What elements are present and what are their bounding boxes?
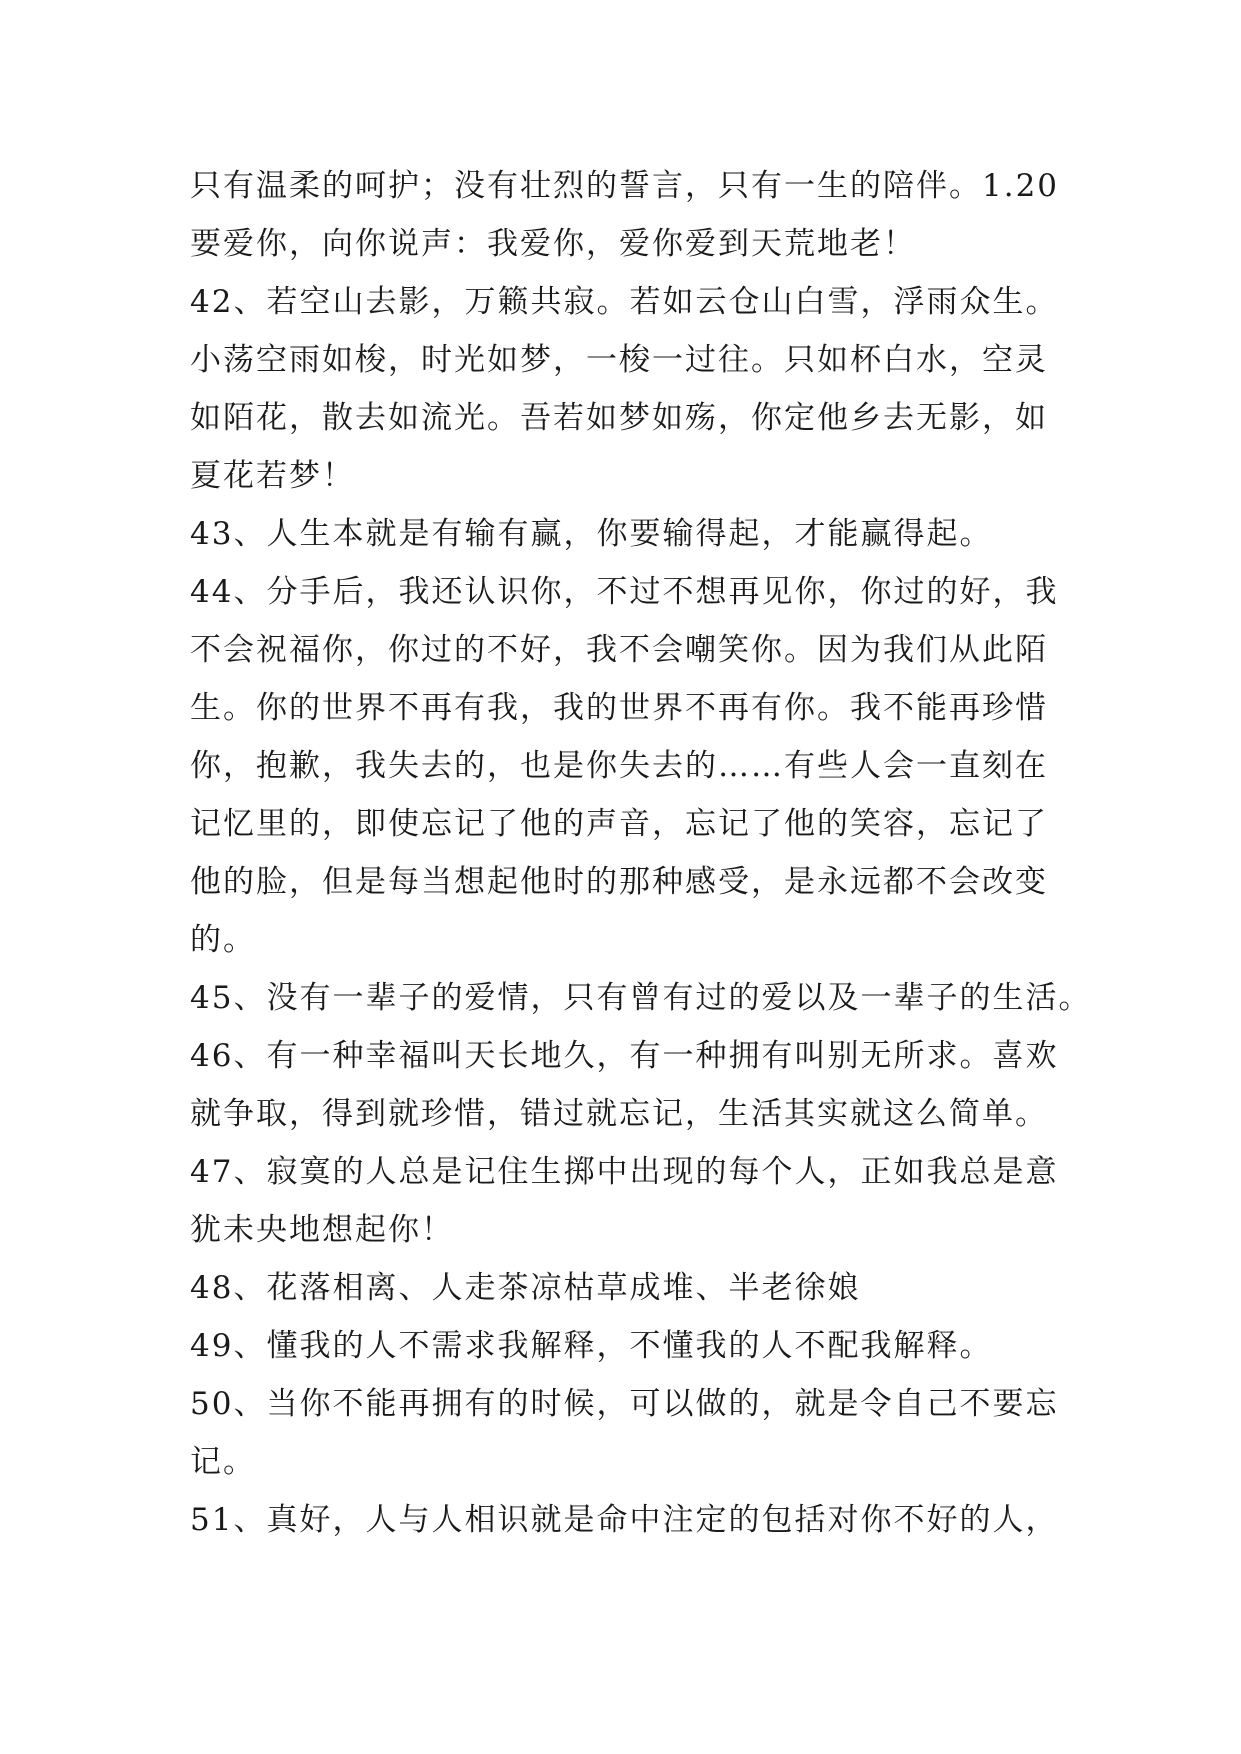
text-line: 44、分手后，我还认识你，不过不想再见你，你过的好，我 [190, 574, 1059, 610]
text-line: 生。你的世界不再有我，我的世界不再有你。我不能再珍惜 [190, 690, 1048, 726]
text-line: 你，抱歉，我失去的，也是你失去的……有些人会一直刻在 [190, 748, 1048, 784]
text-line: 如陌花，散去如流光。吾若如梦如殇，你定他乡去无影，如 [190, 400, 1048, 436]
text-line: 47、寂寞的人总是记住生掷中出现的每个人，正如我总是意 [190, 1154, 1059, 1190]
text-line: 49、懂我的人不需求我解释，不懂我的人不配我解释。 [190, 1328, 993, 1364]
text-line: 43、人生本就是有输有赢，你要输得起，才能赢得起。 [190, 516, 993, 552]
text-line: 只有温柔的呵护；没有壮烈的誓言，只有一生的陪伴。1.20 [190, 168, 1060, 204]
text-line: 42、若空山去影，万籁共寂。若如云仓山白雪，浮雨众生。 [190, 284, 1059, 320]
text-line: 48、花落相离、人走茶凉枯草成堆、半老徐娘 [190, 1270, 861, 1306]
text-line: 记。 [190, 1444, 256, 1480]
text-line: 小荡空雨如梭，时光如梦，一梭一过往。只如杯白水，空灵 [190, 342, 1048, 378]
text-line: 的。 [190, 922, 256, 958]
text-line: 51、真好，人与人相识就是命中注定的包括对你不好的人， [190, 1502, 1059, 1538]
text-line: 50、当你不能再拥有的时候，可以做的，就是令自己不要忘 [190, 1386, 1059, 1422]
text-line: 他的脸，但是每当想起他时的那种感受，是永远都不会改变 [190, 864, 1048, 900]
text-line: 犹未央地想起你！ [190, 1212, 454, 1248]
text-line: 46、有一种幸福叫天长地久，有一种拥有叫别无所求。喜欢 [190, 1038, 1059, 1074]
text-line: 要爱你，向你说声：我爱你，爱你爱到天荒地老！ [190, 226, 916, 262]
text-line: 夏花若梦！ [190, 458, 355, 494]
text-line: 不会祝福你，你过的不好，我不会嘲笑你。因为我们从此陌 [190, 632, 1048, 668]
text-line: 45、没有一辈子的爱情，只有曾有过的爱以及一辈子的生活。 [190, 980, 1092, 1016]
text-line: 记忆里的，即使忘记了他的声音，忘记了他的笑容，忘记了 [190, 806, 1048, 842]
text-line: 就争取，得到就珍惜，错过就忘记，生活其实就这么简单。 [190, 1096, 1048, 1132]
